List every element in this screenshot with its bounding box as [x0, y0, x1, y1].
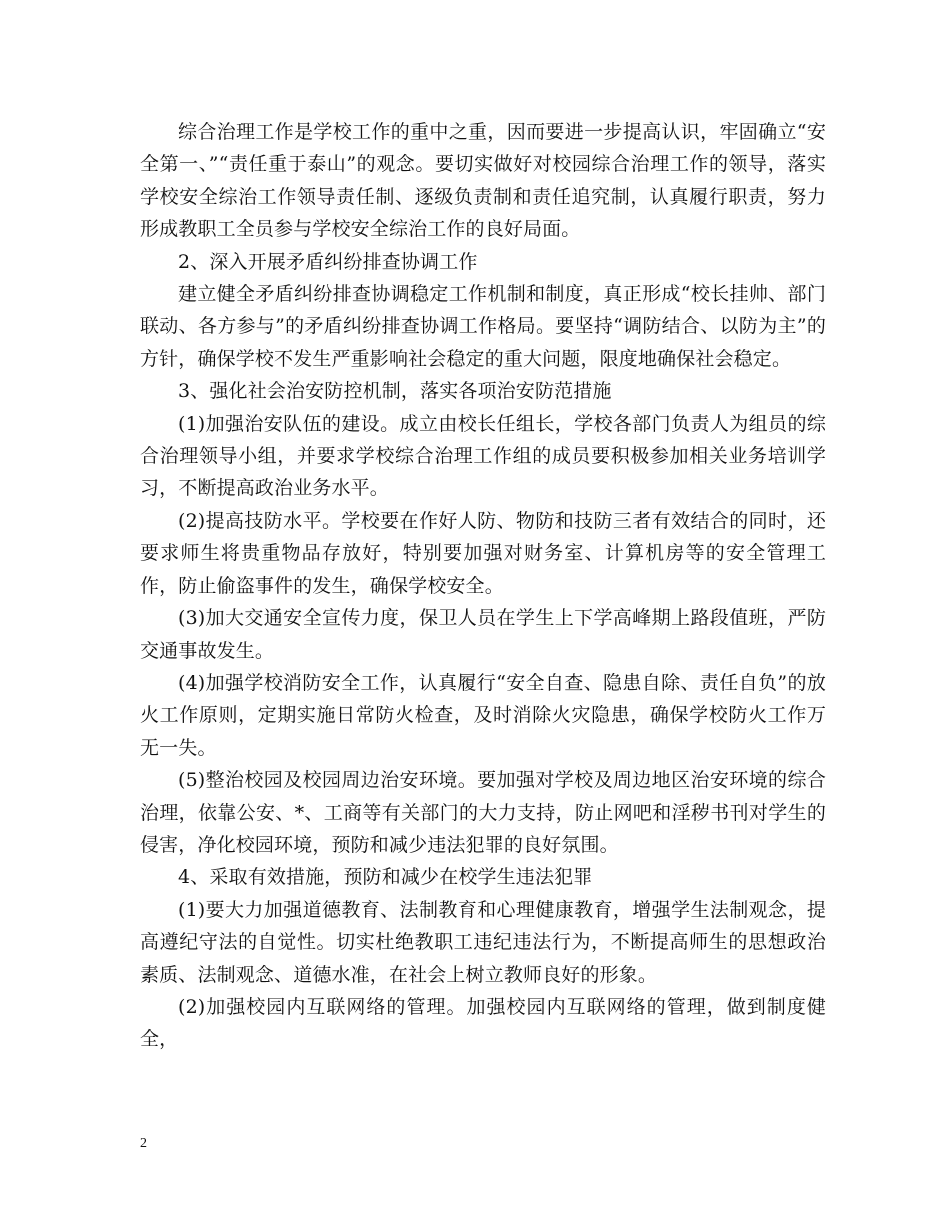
section-heading-4: 4、采取有效措施，预防和减少在校学生违法犯罪 — [178, 866, 593, 889]
list-item-3-3: (3)加大交通安全宣传力度，保卫人员在学生上下学高峰期上路段值班，严防交通事故发生。 — [140, 607, 826, 662]
paragraph-1: 综合治理工作是学校工作的重中之重，因而要进一步提高认识，牢固确立“安全第一、”“责任重于泰山”的观念。要切实做好对校园综合治理工作的领导，落实学校安全综治工作领导责任制、逐级负责制和责任追究制，认真履行职责，努力形成教职工全员参与学校安全综治工作的良好局面。 — [140, 121, 826, 241]
list-item-4-1: (1)要大力加强道德教育、法制教育和心理健康教育，增强学生法制观念，提高遵纪守法的自觉性。切实杜绝教职工违纪违法行为，不断提高师生的思想政治素质、法制观念、道德水准，在社会上树立教师良好的形象。 — [140, 898, 826, 986]
paragraph-2: 建立健全矛盾纠纷排查协调稳定工作机制和制度，真正形成“校长挂帅、部门联动、各方参与”的矛盾纠纷排查协调工作格局。要坚持“调防结合、以防为主”的方针，确保学校不发生严重影响社会稳定的重大问题，限度地确保社会稳定。 — [140, 283, 826, 370]
section-heading-2: 2、深入开展矛盾纠纷排查协调工作 — [178, 250, 478, 273]
section-heading-3: 3、强化社会治安防控机制，落实各项治安防范措施 — [178, 380, 612, 403]
list-item-3-4: (4)加强学校消防安全工作，认真履行“安全自查、隐患自除、责任自负”的放火工作原则，定期实施日常防火检查，及时消除火灾隐患，确保学校防火工作万无一失。 — [140, 671, 826, 759]
page-number: 2 — [140, 1136, 147, 1151]
list-item-3-5: (5)整治校园及校园周边治安环境。要加强对学校及周边地区治安环境的综合治理，依靠公安、*、工商等有关部门的大力支持，防止网吧和淫秽书刊对学生的侵害，净化校园环境，预防和减少违法犯罪的良好氛围。 — [140, 769, 826, 856]
list-item-3-2: (2)提高技防水平。学校要在作好人防、物防和技防三者有效结合的同时，还要求师生将贵重物品存放好，特别要加强对财务室、计算机房等的安全管理工作，防止偷盗事件的发生，确保学校安全。 — [140, 509, 826, 597]
document-body — [140, 116, 826, 1056]
list-item-3-1: (1)加强治安队伍的建设。成立由校长任组长，学校各部门负责人为组员的综合治理领导小组，并要求学校综合治理工作组的成员要积极参加相关业务培训学习，不断提高政治业务水平。 — [140, 412, 826, 500]
list-item-4-2: (2)加强校园内互联网络的管理。加强校园内互联网络的管理，做到制度健全， — [140, 995, 826, 1051]
